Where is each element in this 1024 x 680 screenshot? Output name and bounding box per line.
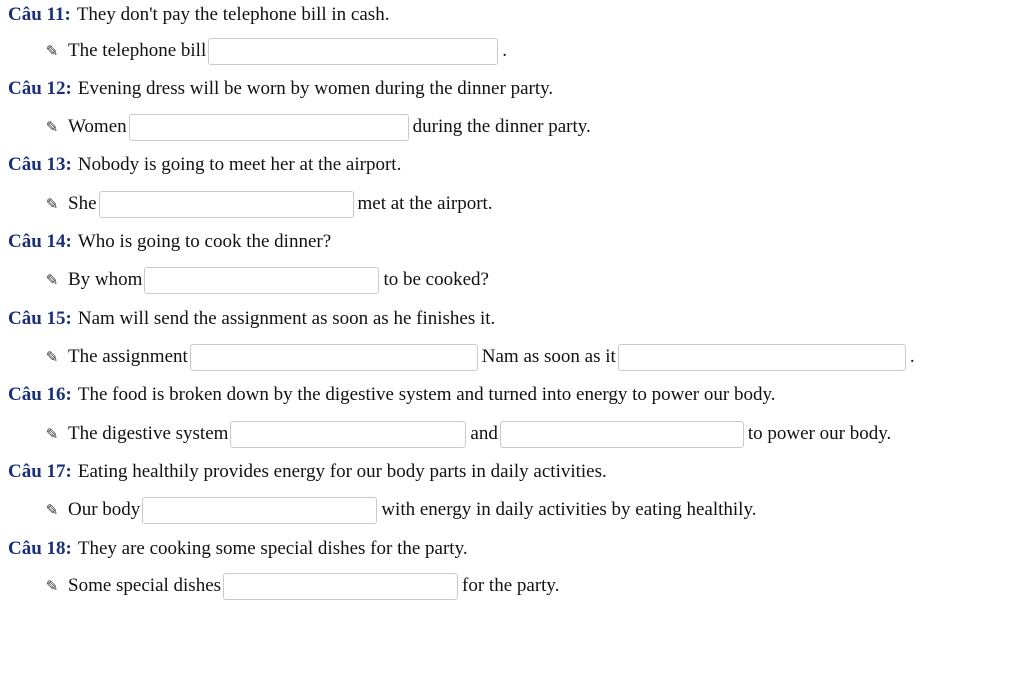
question-text: They don't pay the telephone bill in cash. — [76, 4, 390, 25]
answer-blank[interactable] — [223, 573, 458, 600]
answer-13 — [42, 189, 493, 219]
answer-blank[interactable] — [618, 344, 906, 371]
pencil-icon: ✎ — [45, 502, 59, 519]
question-11 — [8, 0, 389, 30]
pencil-icon: ✎ — [45, 349, 59, 366]
question-label: Câu 18: — [8, 538, 72, 559]
answer-16 — [42, 419, 891, 449]
answer-text: The assignment — [68, 346, 188, 367]
answer-text: for the party. — [462, 575, 560, 596]
answer-text: to be cooked? — [383, 269, 489, 290]
question-label: Câu 17: — [8, 461, 72, 482]
question-text: The food is broken down by the digestive system and turned into energy to power our body. — [77, 384, 776, 405]
answer-text: Women — [68, 116, 127, 137]
question-text: Eating healthily provides energy for our body parts in daily activities. — [77, 461, 607, 482]
answer-text: during the dinner party. — [412, 116, 591, 137]
answer-text: The digestive system — [68, 423, 229, 444]
question-text: Evening dress will be worn by women during the dinner party. — [77, 78, 554, 99]
answer-blank[interactable] — [129, 114, 409, 141]
answer-blank[interactable] — [230, 421, 466, 448]
question-18 — [8, 534, 468, 564]
question-label: Câu 11: — [8, 4, 71, 25]
question-label: Câu 12: — [8, 78, 72, 99]
answer-text: Our body — [68, 499, 141, 520]
answer-text: . — [909, 346, 915, 367]
pencil-icon: ✎ — [45, 196, 59, 213]
answer-text: . — [502, 40, 507, 61]
pencil-icon: ✎ — [45, 426, 59, 443]
question-17 — [8, 457, 607, 487]
question-text: Who is going to cook the dinner? — [77, 231, 332, 252]
answer-text: met at the airport. — [357, 193, 493, 214]
answer-blank[interactable] — [144, 267, 379, 294]
question-12 — [8, 74, 553, 104]
question-text: They are cooking some special dishes for the party. — [77, 538, 468, 559]
question-text: Nobody is going to meet her at the airport. — [77, 154, 402, 175]
answer-text: The telephone bill — [68, 40, 207, 61]
question-14 — [8, 227, 331, 257]
answer-blank[interactable] — [99, 191, 354, 218]
answer-text: Nam as soon as it — [481, 346, 616, 367]
question-text: Nam will send the assignment as soon as he finishes it. — [77, 308, 496, 329]
question-label: Câu 13: — [8, 154, 72, 175]
answer-blank[interactable] — [208, 38, 498, 65]
pencil-icon: ✎ — [45, 272, 59, 289]
answer-text: By whom — [68, 269, 143, 290]
pencil-icon: ✎ — [45, 43, 59, 60]
question-label: Câu 14: — [8, 231, 72, 252]
answer-12 — [42, 112, 591, 142]
answer-text: to power our body. — [747, 423, 892, 444]
answer-text: She — [68, 193, 97, 214]
answer-17 — [42, 495, 756, 525]
answer-14 — [42, 265, 489, 295]
question-13 — [8, 150, 401, 180]
question-label: Câu 16: — [8, 384, 72, 405]
answer-11 — [42, 36, 507, 66]
answer-text: with energy in daily activities by eating healthily. — [381, 499, 757, 520]
answer-15 — [42, 342, 915, 372]
question-16 — [8, 380, 775, 410]
pencil-icon: ✎ — [45, 119, 59, 136]
answer-18 — [42, 571, 559, 601]
answer-text: and — [470, 423, 498, 444]
answer-text: Some special dishes — [68, 575, 222, 596]
pencil-icon: ✎ — [45, 578, 59, 595]
answer-blank[interactable] — [500, 421, 744, 448]
answer-blank[interactable] — [142, 497, 377, 524]
answer-blank[interactable] — [190, 344, 478, 371]
question-15 — [8, 304, 495, 334]
question-label: Câu 15: — [8, 308, 72, 329]
